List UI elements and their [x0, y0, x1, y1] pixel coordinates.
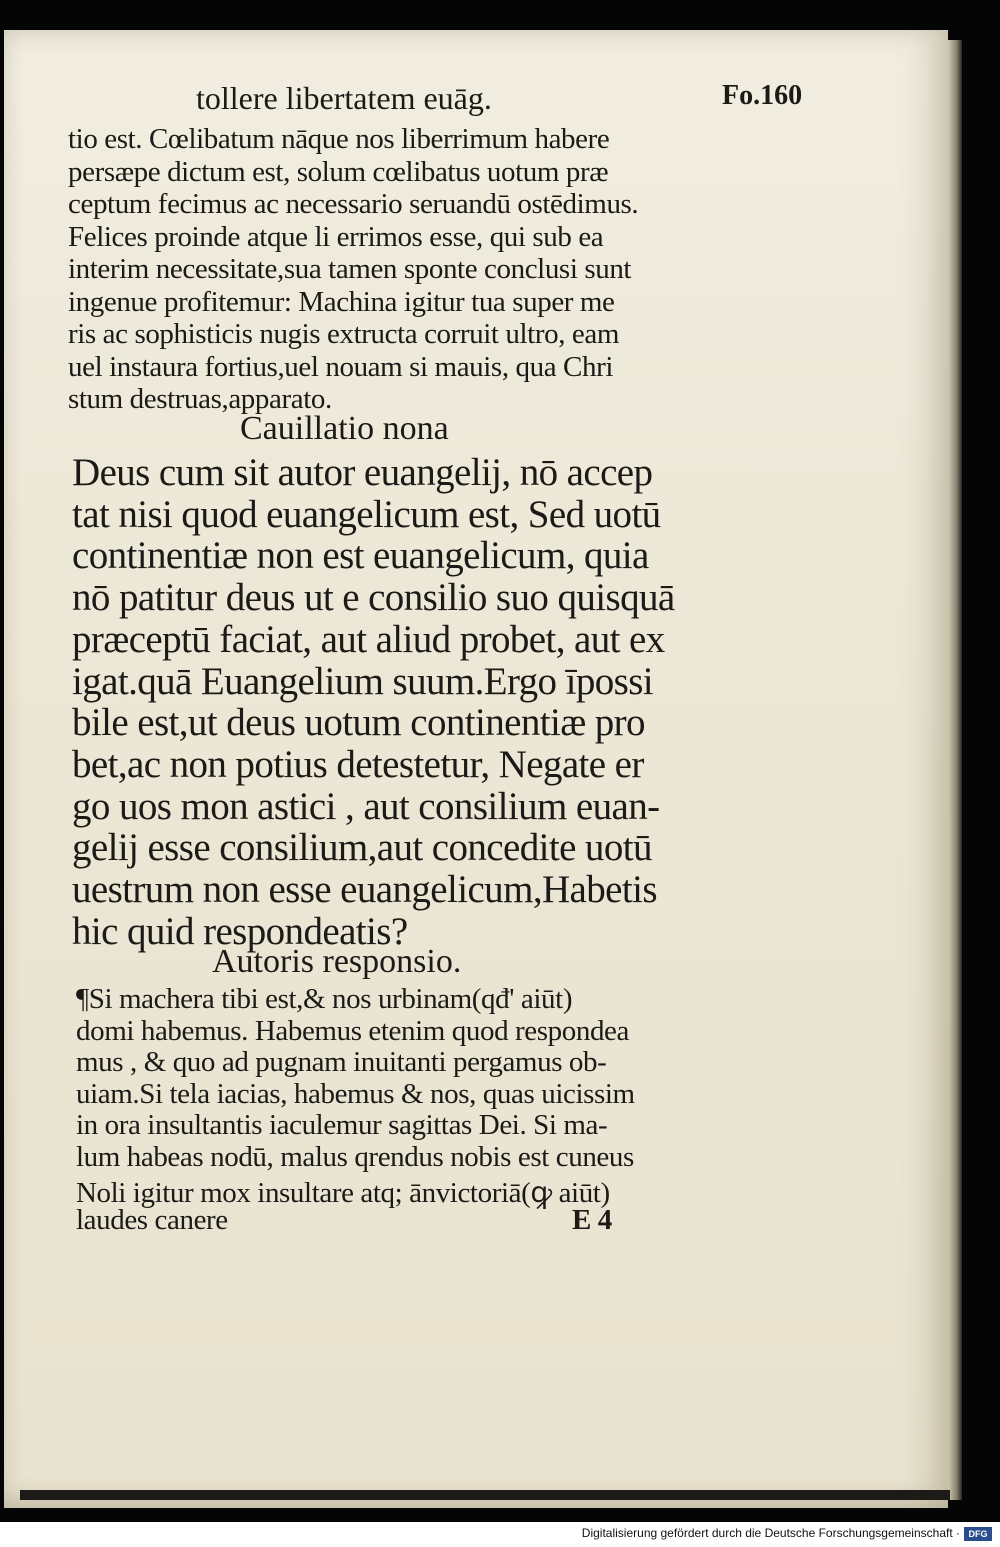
text-line: lum habeas nodū, malus qrendus nobis est cuneus [76, 1140, 634, 1173]
text-line: nō patitur deus ut e consilio suo quisquā [72, 576, 675, 620]
text-line: ris ac sophisticis nugis extructa corruit ultro, eam [68, 318, 620, 350]
text-line: hic quid respondeatis? [72, 909, 408, 953]
text-line: mus , & quo ad pugnam inuitanti pergamus ob- [76, 1046, 607, 1078]
text-line: interim necessitate,sua tamen sponte conclusi sunt [68, 253, 632, 285]
text-line: ceptum fecimus ac necessario seruandū ostēdimus. [68, 188, 639, 220]
footer-credit: Digitalisierung gefördert durch die Deutsche Forschungsgemeinschaft · [581, 1526, 960, 1540]
text-line: stum destruas,apparato. [68, 383, 332, 415]
text-line: domi habemus. Habemus etenim quod respondea [76, 1014, 630, 1047]
text-line: tat nisi quod euangelicum est, Sed uotū [72, 492, 661, 536]
text-line: continentiæ non est euangelicum, quia [72, 534, 649, 578]
text-line: gelij esse consilium,aut concedite uotū [72, 826, 652, 870]
text-line: uestrum non esse euangelicum,Habetis [72, 868, 657, 911]
dfg-logo: DFG [964, 1527, 992, 1541]
text-line: Deus cum sit autor euangelij, nō accep [72, 451, 653, 494]
text-line: præceptū faciat, aut aliud probet, aut ex [72, 617, 665, 661]
text-line: bile est,ut deus uotum continentiæ pro [72, 701, 645, 745]
text-line: Felices proinde atque li errimos esse, qui sub ea [68, 220, 604, 253]
text-line: in ora insultantis iaculemur sagittas Dei. Si ma- [76, 1109, 608, 1141]
text-line: go uos mon astici , aut consilium euan- [72, 784, 660, 828]
text-line: ¶Si machera tibi est,& nos urbinam(qđ' aiūt) [76, 983, 573, 1015]
page-bottom-shadow [20, 1490, 950, 1500]
text-line: bet,ac non potius detestetur, Negate er [72, 742, 644, 786]
text-line: uel instaura fortius,uel nouam si mauis, qua Chri [68, 350, 613, 383]
page-edge [948, 40, 962, 1500]
text-line: ingenue profitemur: Machina igitur tua super me [68, 285, 615, 318]
text-line: laudes canere [76, 1203, 228, 1236]
heading-responsio: Autoris responsio. [212, 943, 462, 980]
text-line: persæpe dictum est, solum cœlibatus uotum præ [68, 155, 609, 188]
heading-cauillatio: Cauillatio nona [240, 410, 449, 447]
running-title: tollere libertatem euāg. [196, 80, 492, 116]
text-line: tio est. Cœlibatum nāque nos liberrimum habere [68, 123, 610, 155]
text-line: uiam.Si tela iacias, habemus & nos, quas uicissim [76, 1077, 635, 1110]
signature-mark: E 4 [572, 1204, 612, 1236]
text-line: Noli igitur mox insultare atq; ānvictoriā(ꝙ aiūt) [76, 1177, 610, 1209]
folio-number: Fo.160 [722, 80, 803, 111]
text-line: igat.quā Euangelium suum.Ergo īpossi [72, 659, 654, 703]
